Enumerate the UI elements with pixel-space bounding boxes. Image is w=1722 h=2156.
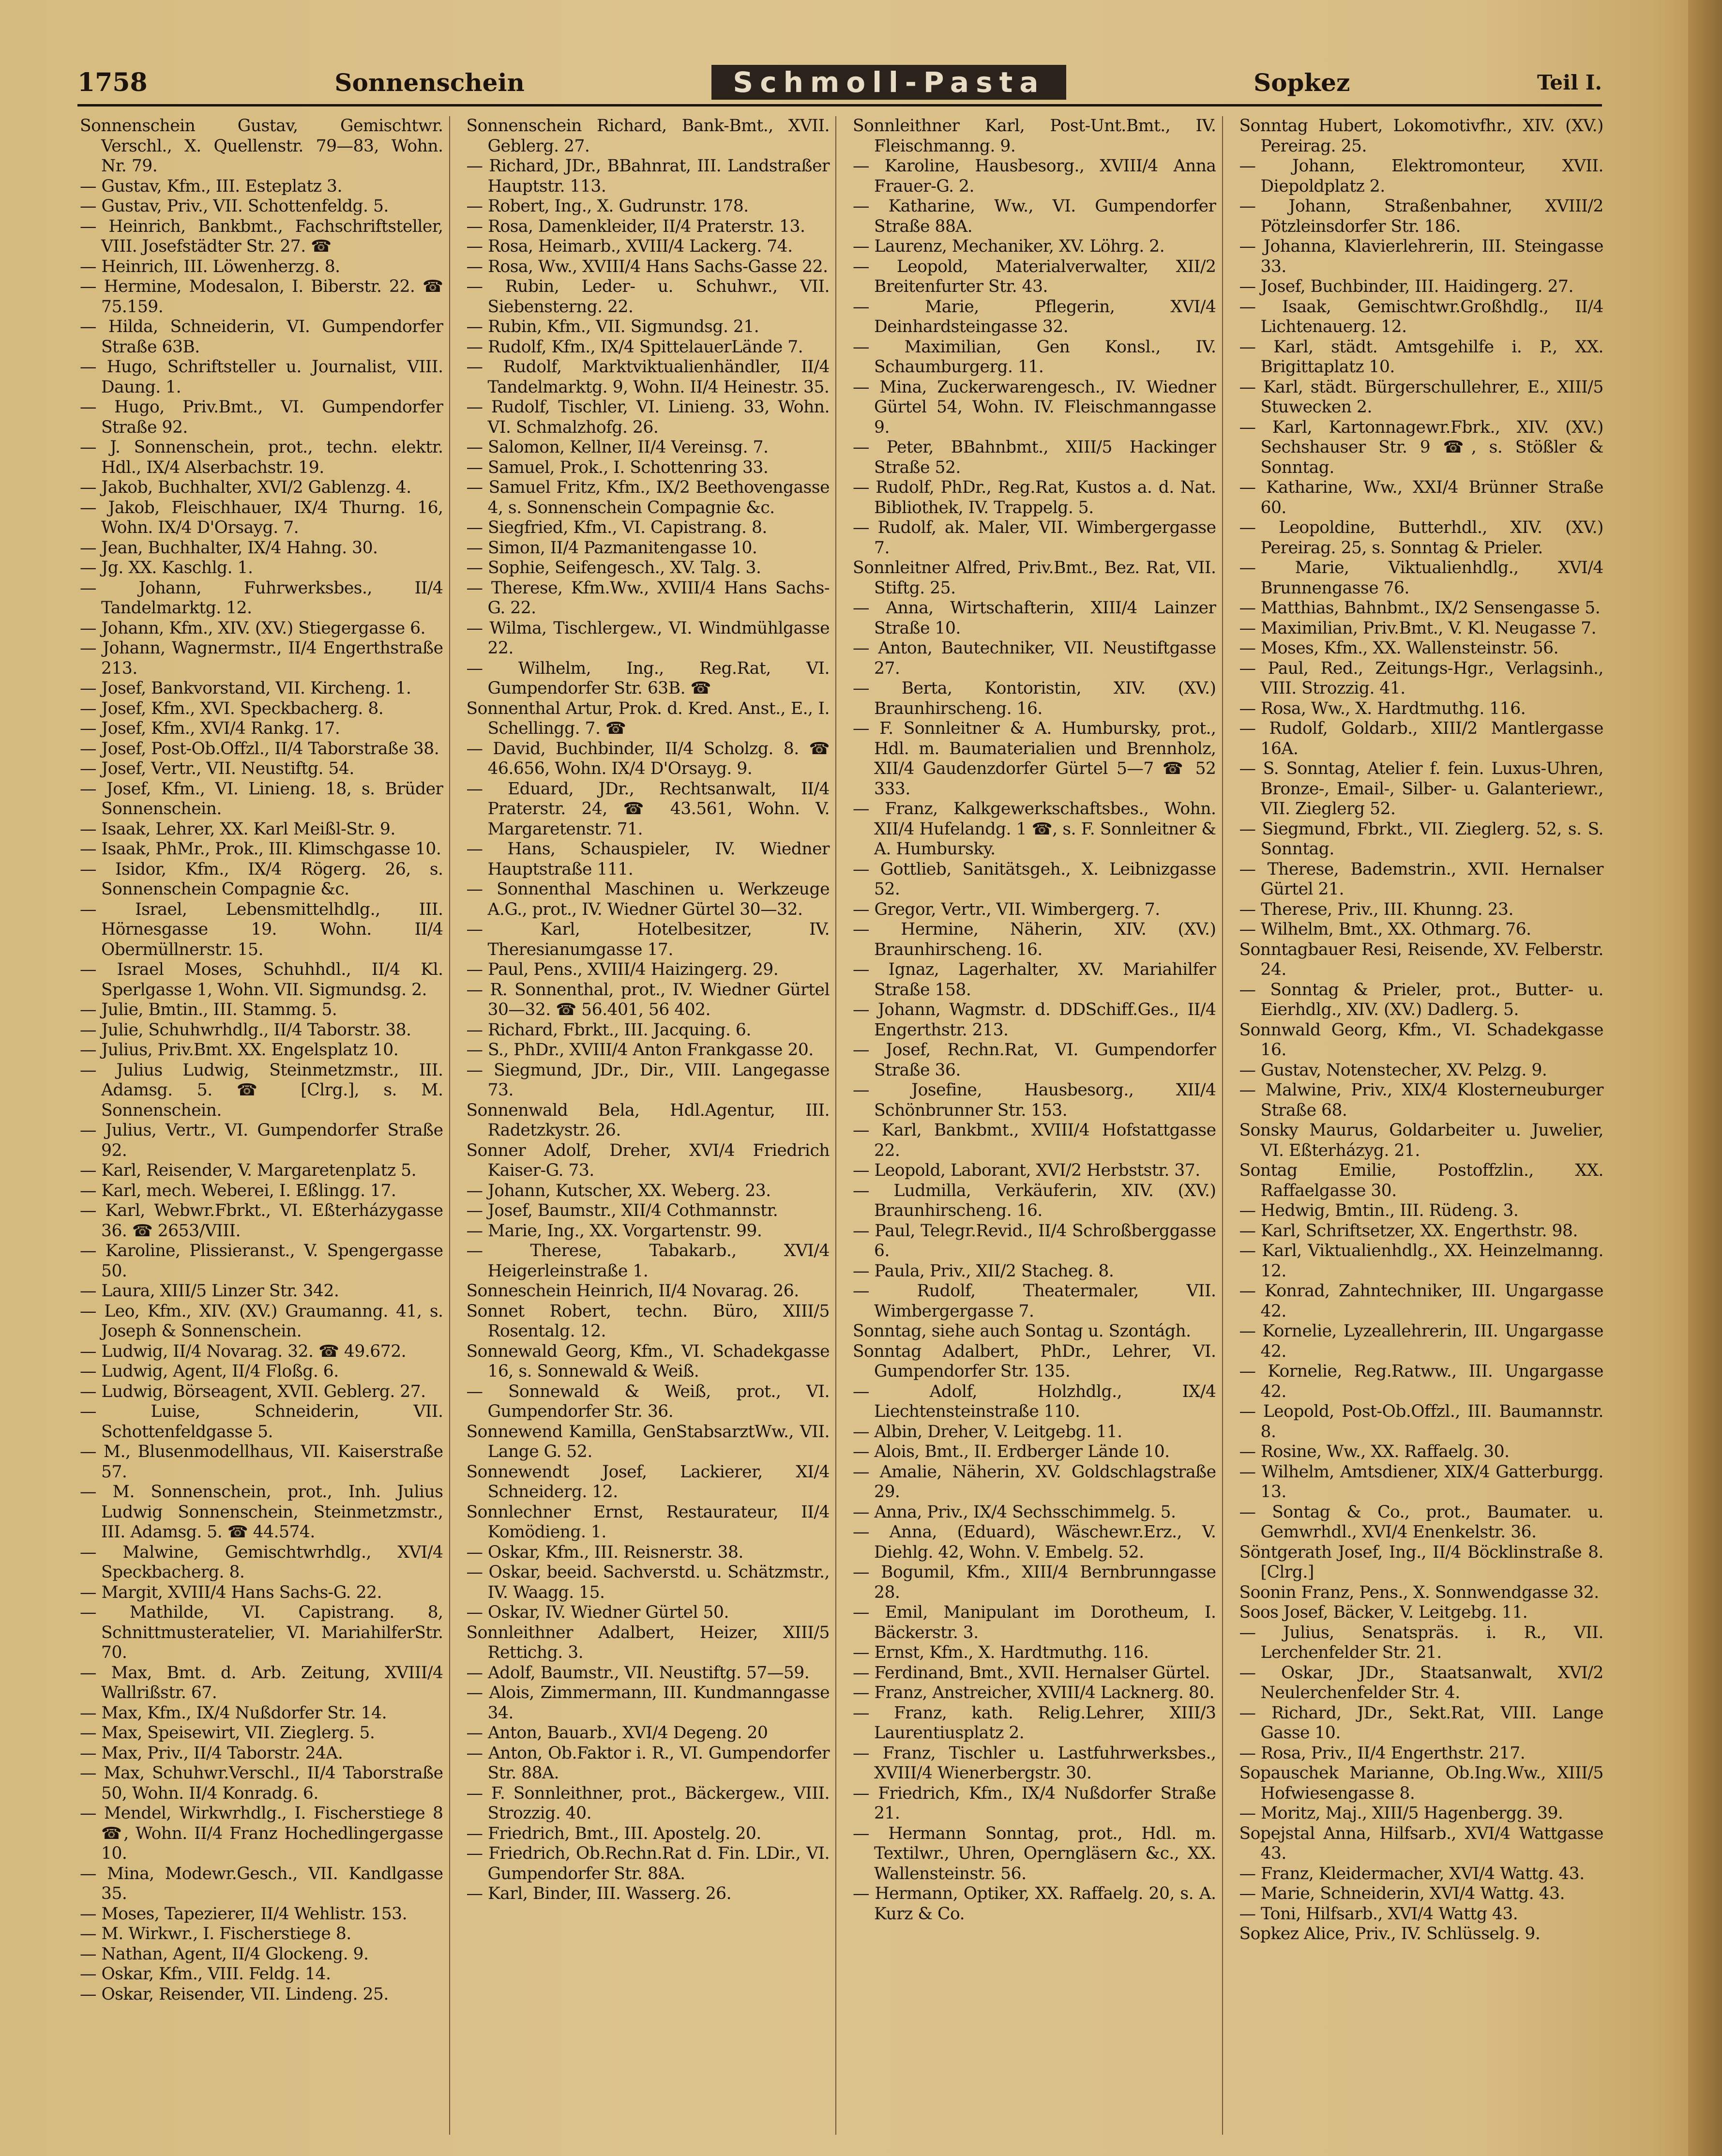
- directory-entry: — S. Sonntag, Atelier f. fein. Luxus-Uhren, Bronze-, Email-, Silber- u. Galanteriewr., VII. Zieglerg 52.: [1239, 759, 1603, 819]
- directory-entry: — Mathilde, VI. Capistrang. 8, Schnittmusteratelier, VI. MariahilferStr. 70.: [80, 1603, 443, 1662]
- directory-entry: — Richard, JDr., Sekt.Rat, VIII. Lange Gasse 10.: [1239, 1703, 1603, 1743]
- directory-entry: — Karl, städt. Bürgerschullehrer, E., XIII/5 Stuwecken 2.: [1239, 377, 1603, 417]
- directory-entry: — Josef, Bankvorstand, VII. Kircheng. 1.: [80, 679, 411, 698]
- directory-entry: — Josef, Post-Ob.Offzl., II/4 Taborstraße 38.: [80, 739, 439, 759]
- directory-entry: — Josefine, Hausbesorg., XII/4 Schönbrunner Str. 153.: [853, 1080, 1216, 1120]
- directory-entry: — Johann, Kutscher, XX. Weberg. 23.: [466, 1181, 771, 1200]
- directory-entry: — Karl, Hotelbesitzer, IV. Theresianumgasse 17.: [466, 920, 830, 959]
- advertisement-banner: Schmoll-Pasta: [711, 65, 1066, 100]
- directory-entry: — Johann, Wagnermstr., II/4 Engerthstraße 213.: [80, 638, 443, 678]
- directory-entry: — Wilma, Tischlergew., VI. Windmühlgasse 22.: [466, 618, 830, 658]
- directory-entry: — Richard, JDr., BBahnrat, III. Landstraßer Hauptstr. 113.: [466, 156, 830, 196]
- directory-entry: — Salomon, Kellner, II/4 Vereinsg. 7.: [466, 438, 769, 457]
- directory-entry: — Amalie, Näherin, XV. Goldschlagstraße 29.: [853, 1462, 1216, 1502]
- directory-entry: — Sonnenthal Maschinen u. Werkzeuge A.G., prot., IV. Wiedner Gürtel 30—32.: [466, 880, 830, 919]
- directory-entry: — Richard, Fbrkt., III. Jacquing. 6.: [466, 1020, 751, 1040]
- directory-entry: — Karl, Viktualienhdlg., XX. Heinzelmanng. 12.: [1239, 1241, 1603, 1281]
- directory-entry: Sopkez Alice, Priv., IV. Schlüsselg. 9.: [1239, 1924, 1541, 1943]
- directory-entry: — Israel Moses, Schuhhdl., II/4 Kl. Sperlgasse 1, Wohn. VII. Sigmundsg. 2.: [80, 960, 443, 1000]
- directory-entry: — David, Buchbinder, II/4 Scholzg. 8. ☎ 46.656, Wohn. IX/4 D'Orsayg. 9.: [466, 739, 830, 778]
- directory-entry: — Franz, Kleidermacher, XVI/4 Wattg. 43.: [1239, 1864, 1585, 1883]
- directory-entry: Sonsky Maurus, Goldarbeiter u. Juwelier, VI. Eßterházyg. 21.: [1239, 1121, 1603, 1160]
- directory-entry: Sonnet Robert, techn. Büro, XIII/5 Rosentalg. 12.: [466, 1301, 830, 1341]
- directory-entry: Soonin Franz, Pens., X. Sonnwendgasse 32.: [1239, 1582, 1599, 1602]
- directory-entry: — Siegfried, Kfm., VI. Capistrang. 8.: [466, 518, 767, 537]
- directory-entry: — Julius, Priv.Bmt. XX. Engelsplatz 10.: [80, 1040, 399, 1060]
- directory-entry: Sonntagbauer Resi, Reisende, XV. Felberstr. 24.: [1239, 940, 1603, 979]
- directory-entry: — Rudolf, Marktviktualienhändler, II/4 Tandelmarktg. 9, Wohn. II/4 Heinestr. 35.: [466, 357, 830, 397]
- directory-entry: Sonnwald Georg, Kfm., VI. Schadekgasse 16.: [1239, 1020, 1603, 1060]
- directory-entry: — Julie, Schuhwrhdlg., II/4 Taborstr. 38.: [80, 1020, 411, 1040]
- directory-entry: — Karl, Schriftsetzer, XX. Engerthstr. 98.: [1239, 1221, 1578, 1241]
- directory-entry: — Rudolf, ak. Maler, VII. Wimbergergasse 7.: [853, 518, 1216, 558]
- directory-entry: — Rosa, Damenkleider, II/4 Praterstr. 13.: [466, 216, 805, 236]
- directory-entry: Sonnenthal Artur, Prok. d. Kred. Anst., E., I. Schellingg. 7. ☎: [466, 698, 830, 738]
- directory-entry: Sonnewendt Josef, Lackierer, XI/4 Schneiderg. 12.: [466, 1462, 830, 1502]
- directory-entry: — Anna, (Eduard), Wäschewr.Erz., V. Diehlg. 42, Wohn. V. Embelg. 52.: [853, 1522, 1216, 1562]
- directory-entry: — Leopold, Materialverwalter, XII/2 Breitenfurter Str. 43.: [853, 257, 1216, 296]
- directory-entry: — Max, Speisewirt, VII. Zieglerg. 5.: [80, 1723, 375, 1743]
- directory-entry: — Toni, Hilfsarb., XVI/4 Wattg 43.: [1239, 1904, 1518, 1924]
- directory-entry: — Ignaz, Lagerhalter, XV. Mariahilfer Straße 158.: [853, 960, 1216, 1000]
- directory-entry: Söntgerath Josef, Ing., II/4 Böcklinstraße 8. [Clrg.]: [1239, 1542, 1603, 1582]
- directory-entry: — Ernst, Kfm., X. Hardtmuthg. 116.: [853, 1643, 1149, 1662]
- directory-entry: — Hugo, Priv.Bmt., VI. Gumpendorfer Straße 92.: [80, 397, 443, 437]
- directory-entry: — Hermann, Optiker, XX. Raffaelg. 20, s. A. Kurz & Co.: [853, 1884, 1216, 1924]
- left-keyword: Sonnenschein: [334, 68, 525, 97]
- directory-entry: — Katharine, Ww., XXI/4 Brünner Straße 60.: [1239, 478, 1603, 517]
- directory-entry: — Hedwig, Bmtin., III. Rüdeng. 3.: [1239, 1201, 1519, 1220]
- directory-entry: — Julius, Senatspräs. i. R., VII. Lerchenfelder Str. 21.: [1239, 1623, 1603, 1662]
- directory-entry: — Oskar, Kfm., III. Reisnerstr. 38.: [466, 1542, 743, 1562]
- directory-entry: — Jakob, Fleischhauer, IX/4 Thurng. 16, Wohn. IX/4 D'Orsayg. 7.: [80, 498, 443, 537]
- directory-entry: — Katharine, Ww., VI. Gumpendorfer Straße 88A.: [853, 197, 1216, 236]
- directory-entry: — Karl, mech. Weberei, I. Eßlingg. 17.: [80, 1181, 396, 1200]
- directory-entry: — Therese, Priv., III. Khunng. 23.: [1239, 899, 1513, 919]
- directory-entry: — Max, Schuhwr.Verschl., II/4 Taborstraße 50, Wohn. II/4 Konradg. 6.: [80, 1763, 443, 1803]
- directory-entry: — Julius Ludwig, Steinmetzmstr., III. Adamsg. 5. ☎ [Clrg.], s. M. Sonnenschein.: [80, 1060, 443, 1120]
- directory-entry: — R. Sonnenthal, prot., IV. Wiedner Gürtel 30—32. ☎ 56.401, 56 402.: [466, 980, 830, 1019]
- directory-entry: — Malwine, Gemischtwrhdlg., XVI/4 Speckbacherg. 8.: [80, 1542, 443, 1582]
- directory-entry: — Ludmilla, Verkäuferin, XIV. (XV.) Braunhirscheng. 16.: [853, 1181, 1216, 1220]
- directory-entry: — Anna, Priv., IX/4 Sechsschimmelg. 5.: [853, 1502, 1176, 1522]
- directory-entry: — Franz, Kalkgewerkschaftsbes., Wohn. XII/4 Hufelandg. 1 ☎, s. F. Sonnleitner & A. Humbursky.: [853, 799, 1216, 859]
- directory-entry: Soos Josef, Bäcker, V. Leitgebg. 11.: [1239, 1603, 1528, 1622]
- directory-entry: — Israel, Lebensmittelhdlg., III. Hörnesgasse 19. Wohn. II/4 Obermüllnerstr. 15.: [80, 899, 443, 959]
- directory-entry: — Anton, Ob.Faktor i. R., VI. Gumpendorfer Str. 88A.: [466, 1743, 830, 1783]
- column-3: [853, 116, 1223, 2135]
- directory-entry: — Rosa, Ww., X. Hardtmuthg. 116.: [1239, 698, 1526, 718]
- directory-entry: — F. Sonnleithner, prot., Bäckergew., VIII. Strozzig. 40.: [466, 1783, 830, 1823]
- directory-entry: — Paul, Telegr.Revid., II/4 Schroßberggasse 6.: [853, 1221, 1216, 1260]
- directory-entry: — Ludwig, II/4 Novarag. 32. ☎ 49.672.: [80, 1341, 407, 1361]
- directory-entry: — Karl, Reisender, V. Margaretenplatz 5.: [80, 1161, 417, 1180]
- directory-entry: Sontag Emilie, Postoffzlin., XX. Raffaelgasse 30.: [1239, 1161, 1603, 1200]
- directory-entry: — Jean, Buchhalter, IX/4 Hahng. 30.: [80, 538, 378, 558]
- section-label: Teil I.: [1537, 70, 1602, 94]
- directory-entry: — Sonnewald & Weiß, prot., VI. Gumpendorfer Str. 36.: [466, 1382, 830, 1421]
- column-1: [80, 116, 450, 2135]
- directory-entry: — Josef, Buchbinder, III. Haidingerg. 27.: [1239, 277, 1573, 296]
- directory-entry: — Isaak, PhMr., Prok., III. Klimschgasse 10.: [80, 839, 441, 859]
- directory-entry: — Ludwig, Agent, II/4 Floßg. 6.: [80, 1362, 339, 1381]
- directory-entry: — Jg. XX. Kaschlg. 1.: [80, 558, 253, 577]
- directory-entry: Sonneschein Heinrich, II/4 Novarag. 26.: [466, 1281, 799, 1301]
- directory-entry: — Sophie, Seifengesch., XV. Talg. 3.: [466, 558, 761, 577]
- right-keyword: Sopkez: [1254, 68, 1350, 97]
- directory-entry: — Kornelie, Lyzeallehrerin, III. Ungargasse 42.: [1239, 1321, 1603, 1361]
- directory-entry: — Hermann Sonntag, prot., Hdl. m. Textilwr., Uhren, Operngläsern &c., XX. Wallensteinstr. 56.: [853, 1823, 1216, 1883]
- directory-entry: — Friedrich, Bmt., III. Apostelg. 20.: [466, 1823, 761, 1843]
- directory-entry: — Franz, Tischler u. Lastfuhrwerksbes., XVIII/4 Wienerbergstr. 30.: [853, 1743, 1216, 1783]
- directory-entry: Sonner Adolf, Dreher, XVI/4 Friedrich Kaiser-G. 73.: [466, 1140, 830, 1180]
- directory-entry: — M., Blusenmodellhaus, VII. Kaiserstraße 57.: [80, 1442, 443, 1482]
- directory-entry: — Hermine, Modesalon, I. Biberstr. 22. ☎ 75.159.: [80, 277, 443, 317]
- directory-entry: Sonnenwald Bela, Hdl.Agentur, III. Radetzkystr. 26.: [466, 1100, 830, 1140]
- directory-entry: — Heinrich, Bankbmt., Fachschriftsteller, VIII. Josefstädter Str. 27. ☎: [80, 216, 443, 256]
- directory-entry: — Oskar, Kfm., VIII. Feldg. 14.: [80, 1964, 331, 1984]
- directory-entry: — Marie, Schneiderin, XVI/4 Wattg. 43.: [1239, 1884, 1565, 1903]
- column-2: [467, 116, 837, 2135]
- directory-entry: Sopauschek Marianne, Ob.Ing.Ww., XIII/5 Hofwiesengasse 8.: [1239, 1763, 1603, 1803]
- directory-entry: — Marie, Pflegerin, XVI/4 Deinhardsteingasse 32.: [853, 297, 1216, 336]
- directory-entry: Sonntag, siehe auch Sontag u. Szontágh.: [853, 1321, 1191, 1341]
- directory-entry: — Karl, städt. Amtsgehilfe i. P., XX. Brigittaplatz 10.: [1239, 337, 1603, 377]
- directory-entry: — Mina, Modewr.Gesch., VII. Kandlgasse 35.: [80, 1864, 443, 1903]
- directory-entry: — Matthias, Bahnbmt., IX/2 Sensengasse 5.: [1239, 598, 1601, 618]
- directory-entry: — Josef, Vertr., VII. Neustiftg. 54.: [80, 759, 354, 778]
- directory-entry: — Johann, Elektromonteur, XVII. Diepoldplatz 2.: [1239, 156, 1603, 196]
- directory-entry: — Wilhelm, Bmt., XX. Othmarg. 76.: [1239, 920, 1531, 939]
- directory-entry: — Anna, Wirtschafterin, XIII/4 Lainzer Straße 10.: [853, 598, 1216, 638]
- directory-entry: Sonnenschein Gustav, Gemischtwr. Verschl., X. Quellenstr. 79—83, Wohn. Nr. 79.: [80, 116, 443, 176]
- directory-entry: — Julie, Bmtin., III. Stammg. 5.: [80, 1000, 337, 1019]
- directory-entry: — Therese, Bademstrin., XVII. Hernalser Gürtel 21.: [1239, 859, 1603, 899]
- directory-entry: — Rosa, Priv., II/4 Engerthstr. 217.: [1239, 1743, 1526, 1763]
- page-edge: [1688, 0, 1722, 2156]
- directory-entry: — Gottlieb, Sanitätsgeh., X. Leibnizgasse 52.: [853, 859, 1216, 899]
- directory-entry: — Leo, Kfm., XIV. (XV.) Graumanng. 41, s. Joseph & Sonnenschein.: [80, 1301, 443, 1341]
- directory-entry: — Moses, Kfm., XX. Wallensteinstr. 56.: [1239, 638, 1559, 658]
- directory-columns: [80, 116, 1609, 2135]
- directory-entry: — Emil, Manipulant im Dorotheum, I. Bäckerstr. 3.: [853, 1603, 1216, 1642]
- directory-entry: — Hans, Schauspieler, IV. Wiedner Hauptstraße 111.: [466, 839, 830, 879]
- directory-entry: — Gustav, Notenstecher, XV. Pelzg. 9.: [1239, 1060, 1547, 1080]
- directory-entry: — Paula, Priv., XII/2 Stacheg. 8.: [853, 1261, 1114, 1281]
- directory-entry: — Berta, Kontoristin, XIV. (XV.) Braunhirscheng. 16.: [853, 679, 1216, 718]
- directory-entry: — Mina, Zuckerwarengesch., IV. Wiedner Gürtel 54, Wohn. IV. Fleischmanngasse 9.: [853, 377, 1216, 437]
- directory-entry: — Isaak, Lehrer, XX. Karl Meißl-Str. 9.: [80, 819, 395, 839]
- directory-entry: — Anton, Bauarb., XVI/4 Degeng. 20: [466, 1723, 768, 1743]
- directory-entry: — Rosine, Ww., XX. Raffaelg. 30.: [1239, 1442, 1510, 1461]
- directory-entry: Sonntag Hubert, Lokomotivfhr., XIV. (XV.) Pereirag. 25.: [1239, 116, 1603, 156]
- directory-entry: — Marie, Ing., XX. Vorgartenstr. 99.: [466, 1221, 762, 1241]
- directory-entry: — Karoline, Plissieranst., V. Spengergasse 50.: [80, 1241, 443, 1281]
- directory-entry: — Wilhelm, Amtsdiener, XIX/4 Gatterburgg. 13.: [1239, 1462, 1603, 1502]
- directory-entry: — Karl, Binder, III. Wasserg. 26.: [466, 1884, 732, 1903]
- directory-entry: — Karl, Kartonnagewr.Fbrk., XIV. (XV.) Sechshauser Str. 9 ☎, s. Stößler & Sonntag.: [1239, 417, 1603, 477]
- directory-entry: — Paul, Red., Zeitungs-Hgr., Verlagsinh., VIII. Strozzig. 41.: [1239, 658, 1603, 698]
- directory-entry: — Rubin, Kfm., VII. Sigmundsg. 21.: [466, 317, 759, 336]
- directory-entry: — Laura, XIII/5 Linzer Str. 342.: [80, 1281, 339, 1301]
- directory-entry: — Alois, Zimmermann, III. Kundmanngasse 34.: [466, 1683, 830, 1723]
- directory-entry: — Mendel, Wirkwrhdlg., I. Fischerstiege 8 ☎, Wohn. II/4 Franz Hochedlingergasse 10.: [80, 1804, 443, 1863]
- directory-entry: — Max, Kfm., IX/4 Nußdorfer Str. 14.: [80, 1703, 387, 1723]
- directory-entry: — J. Sonnenschein, prot., techn. elektr. Hdl., IX/4 Alserbachstr. 19.: [80, 438, 443, 477]
- directory-entry: — Peter, BBahnbmt., XIII/5 Hackinger Straße 52.: [853, 438, 1216, 477]
- directory-entry: — Josef, Rechn.Rat, VI. Gumpendorfer Straße 36.: [853, 1040, 1216, 1080]
- directory-entry: — Isaak, Gemischtwr.Großhdlg., II/4 Lichtenauerg. 12.: [1239, 297, 1603, 336]
- directory-entry: — Friedrich, Kfm., IX/4 Nußdorfer Straße 21.: [853, 1783, 1216, 1823]
- directory-entry: — Rubin, Leder- u. Schuhwr., VII. Siebensterng. 22.: [466, 277, 830, 317]
- directory-entry: — F. Sonnleitner & A. Humbursky, prot., Hdl. m. Baumaterialien und Brennholz, XII/4 Gaudenzdorfer Gürtel 5—7 ☎ 52 333.: [853, 719, 1216, 799]
- directory-entry: Sonnleithner Karl, Post-Unt.Bmt., IV. Fleischmanng. 9.: [853, 116, 1216, 156]
- directory-entry: — Bogumil, Kfm., XIII/4 Bernbrunngasse 28.: [853, 1563, 1216, 1602]
- directory-entry: — Friedrich, Ob.Rechn.Rat d. Fin. LDir., VI. Gumpendorfer Str. 88A.: [466, 1844, 830, 1883]
- directory-entry: — Robert, Ing., X. Gudrunstr. 178.: [466, 197, 749, 216]
- directory-entry: — Laurenz, Mechaniker, XV. Löhrg. 2.: [853, 237, 1165, 256]
- directory-entry: Sonnenschein Richard, Bank-Bmt., XVII. Geblerg. 27.: [466, 116, 830, 156]
- directory-entry: — M. Sonnenschein, prot., Inh. Julius Ludwig Sonnenschein, Steinmetzmstr., III. Adamsg. 5. ☎ 44.574.: [80, 1482, 443, 1542]
- page-number: 1758: [77, 67, 148, 97]
- directory-entry: — Eduard, JDr., Rechtsanwalt, II/4 Praterstr. 24, ☎ 43.561, Wohn. V. Margaretenstr. 71.: [466, 779, 830, 839]
- directory-entry: — Rudolf, Tischler, VI. Linieng. 33, Wohn. VI. Schmalzhofg. 26.: [466, 397, 830, 437]
- directory-entry: — S., PhDr., XVIII/4 Anton Frankgasse 20.: [466, 1040, 814, 1060]
- directory-entry: — Gustav, Priv., VII. Schottenfeldg. 5.: [80, 197, 389, 216]
- directory-entry: — Ferdinand, Bmt., XVII. Hernalser Gürtel.: [853, 1663, 1210, 1683]
- column-4: [1239, 116, 1610, 2135]
- directory-entry: — Heinrich, III. Löwenherzg. 8.: [80, 257, 340, 276]
- directory-entry: — Julius, Vertr., VI. Gumpendorfer Straße 92.: [80, 1121, 443, 1160]
- directory-entry: — Kornelie, Reg.Ratww., III. Ungargasse 42.: [1239, 1362, 1603, 1401]
- directory-entry: — Wilhelm, Ing., Reg.Rat, VI. Gumpendorfer Str. 63B. ☎: [466, 658, 830, 698]
- directory-entry: — Malwine, Priv., XIX/4 Klosterneuburger Straße 68.: [1239, 1080, 1603, 1120]
- directory-entry: — Max, Bmt. d. Arb. Zeitung, XVIII/4 Wallrißstr. 67.: [80, 1663, 443, 1702]
- directory-entry: — Karl, Webwr.Fbrkt., VI. Eßterházygasse 36. ☎ 2653/VIII.: [80, 1201, 443, 1241]
- directory-entry: — Max, Priv., II/4 Taborstr. 24A.: [80, 1743, 343, 1763]
- directory-entry: — Franz, Anstreicher, XVIII/4 Lacknerg. 80.: [853, 1683, 1215, 1702]
- directory-entry: — Hilda, Schneiderin, VI. Gumpendorfer Straße 63B.: [80, 317, 443, 357]
- directory-entry: — Isidor, Kfm., IX/4 Rögerg. 26, s. Sonnenschein Compagnie &c.: [80, 859, 443, 899]
- directory-entry: — Anton, Bautechniker, VII. Neustiftgasse 27.: [853, 638, 1216, 678]
- directory-entry: — Samuel Fritz, Kfm., IX/2 Beethovengasse 4, s. Sonnenschein Compagnie &c.: [466, 478, 830, 517]
- directory-entry: — M. Wirkwr., I. Fischerstiege 8.: [80, 1924, 351, 1943]
- directory-entry: — Moritz, Maj., XIII/5 Hagenbergg. 39.: [1239, 1804, 1563, 1823]
- directory-entry: — Maximilian, Priv.Bmt., V. Kl. Neugasse 7.: [1239, 618, 1597, 638]
- directory-entry: — Rudolf, Theatermaler, VII. Wimbergergasse 7.: [853, 1281, 1216, 1321]
- directory-entry: Sonnlechner Ernst, Restaurateur, II/4 Komödieng. 1.: [466, 1502, 830, 1542]
- directory-entry: Sopejstal Anna, Hilfsarb., XVI/4 Wattgasse 43.: [1239, 1823, 1603, 1863]
- directory-entry: — Josef, Kfm., XVI. Speckbacherg. 8.: [80, 698, 384, 718]
- directory-entry: — Siegmund, Fbrkt., VII. Zieglerg. 52, s. S. Sonntag.: [1239, 819, 1603, 859]
- directory-entry: — Simon, II/4 Pazmanitengasse 10.: [466, 538, 757, 558]
- directory-entry: — Therese, Tabakarb., XVI/4 Heigerleinstraße 1.: [466, 1241, 830, 1281]
- directory-entry: — Oskar, JDr., Staatsanwalt, XVI/2 Neulerchenfelder Str. 4.: [1239, 1663, 1603, 1702]
- directory-entry: — Johann, Wagmstr. d. DDSchiff.Ges., II/4 Engerthstr. 213.: [853, 1000, 1216, 1040]
- directory-entry: — Samuel, Prok., I. Schottenring 33.: [466, 457, 769, 477]
- directory-entry: — Nathan, Agent, II/4 Glockeng. 9.: [80, 1944, 369, 1964]
- directory-entry: — Josef, Kfm., VI. Linieng. 18, s. Brüder Sonnenschein.: [80, 779, 443, 819]
- directory-entry: — Franz, kath. Relig.Lehrer, XIII/3 Laurentiusplatz 2.: [853, 1703, 1216, 1743]
- directory-entry: — Gregor, Vertr., VII. Wimbergerg. 7.: [853, 899, 1160, 919]
- directory-entry: — Rudolf, Kfm., IX/4 SpittelauerLände 7.: [466, 337, 803, 357]
- directory-entry: Sonnleithner Adalbert, Heizer, XIII/5 Rettichg. 3.: [466, 1623, 830, 1662]
- directory-entry: — Maximilian, Gen Konsl., IV. Schaumburgerg. 11.: [853, 337, 1216, 377]
- directory-entry: Sonnewald Georg, Kfm., VI. Schadekgasse 16, s. Sonnewald & Weiß.: [466, 1341, 830, 1381]
- page-header: [77, 61, 1602, 106]
- directory-entry: — Moses, Tapezierer, II/4 Wehlistr. 153.: [80, 1904, 408, 1924]
- directory-entry: — Josef, Baumstr., XII/4 Cothmannstr.: [466, 1201, 778, 1220]
- directory-entry: — Oskar, Reisender, VII. Lindeng. 25.: [80, 1984, 389, 2004]
- directory-entry: — Leopold, Laborant, XVI/2 Herbststr. 37.: [853, 1161, 1200, 1180]
- directory-entry: — Rosa, Ww., XVIII/4 Hans Sachs-Gasse 22.: [466, 257, 828, 276]
- directory-entry: — Sontag & Co., prot., Baumater. u. Gemwrhdl., XVI/4 Enenkelstr. 36.: [1239, 1502, 1603, 1542]
- directory-entry: — Rudolf, Goldarb., XIII/2 Mantlergasse 16A.: [1239, 719, 1603, 759]
- directory-entry: Sonnleitner Alfred, Priv.Bmt., Bez. Rat, VII. Stiftg. 25.: [853, 558, 1216, 598]
- directory-entry: — Karoline, Hausbesorg., XVIII/4 Anna Frauer-G. 2.: [853, 156, 1216, 196]
- directory-entry: Sonnewend Kamilla, GenStabsarztWw., VII. Lange G. 52.: [466, 1422, 830, 1461]
- directory-entry: — Ludwig, Börseagent, XVII. Geblerg. 27.: [80, 1382, 426, 1401]
- directory-entry: — Jakob, Buchhalter, XVI/2 Gablenzg. 4.: [80, 478, 411, 497]
- directory-entry: — Johann, Kfm., XIV. (XV.) Stiegergasse 6.: [80, 618, 425, 638]
- directory-entry: — Albin, Dreher, V. Leitgebg. 11.: [853, 1422, 1122, 1442]
- directory-entry: — Oskar, beeid. Sachverstd. u. Schätzmstr., IV. Waagg. 15.: [466, 1563, 830, 1602]
- directory-entry: — Rosa, Heimarb., XVIII/4 Lackerg. 74.: [466, 237, 793, 256]
- directory-entry: — Johanna, Klavierlehrerin, III. Steingasse 33.: [1239, 237, 1603, 276]
- directory-entry: — Sonntag & Prieler, prot., Butter- u. Eierhdlg., XIV. (XV.) Dadlerg. 5.: [1239, 980, 1603, 1019]
- directory-entry: — Karl, Bankbmt., XVIII/4 Hofstattgasse 22.: [853, 1121, 1216, 1160]
- directory-entry: — Hugo, Schriftsteller u. Journalist, VIII. Daung. 1.: [80, 357, 443, 397]
- directory-entry: — Josef, Kfm., XVI/4 Rankg. 17.: [80, 719, 340, 738]
- directory-entry: — Rudolf, PhDr., Reg.Rat, Kustos a. d. Nat. Bibliothek, IV. Trappelg. 5.: [853, 478, 1216, 517]
- directory-entry: — Paul, Pens., XVIII/4 Haizingerg. 29.: [466, 960, 779, 979]
- directory-entry: — Siegmund, JDr., Dir., VIII. Langegasse 73.: [466, 1060, 830, 1100]
- directory-entry: — Gustav, Kfm., III. Esteplatz 3.: [80, 176, 342, 196]
- directory-entry: — Adolf, Holzhdlg., IX/4 Liechtensteinstraße 110.: [853, 1382, 1216, 1421]
- directory-entry: — Johann, Straßenbahner, XVIII/2 Pötzleinsdorfer Str. 186.: [1239, 197, 1603, 236]
- directory-entry: — Oskar, IV. Wiedner Gürtel 50.: [466, 1603, 729, 1622]
- directory-entry: — Leopold, Post-Ob.Offzl., III. Baumannstr. 8.: [1239, 1402, 1603, 1442]
- directory-entry: — Therese, Kfm.Ww., XVIII/4 Hans Sachs-G. 22.: [466, 578, 830, 618]
- directory-entry: — Johann, Fuhrwerksbes., II/4 Tandelmarktg. 12.: [80, 578, 443, 618]
- directory-entry: — Alois, Bmt., II. Erdberger Lände 10.: [853, 1442, 1170, 1461]
- directory-entry: — Luise, Schneiderin, VII. Schottenfeldgasse 5.: [80, 1402, 443, 1442]
- directory-entry: — Hermine, Näherin, XIV. (XV.) Braunhirscheng. 16.: [853, 920, 1216, 959]
- directory-entry: Sonntag Adalbert, PhDr., Lehrer, VI. Gumpendorfer Str. 135.: [853, 1341, 1216, 1381]
- directory-entry: — Leopoldine, Butterhdl., XIV. (XV.) Pereirag. 25, s. Sonntag & Prieler.: [1239, 518, 1603, 558]
- directory-entry: — Marie, Viktualienhdlg., XVI/4 Brunnengasse 76.: [1239, 558, 1603, 598]
- directory-entry: — Adolf, Baumstr., VII. Neustiftg. 57—59.: [466, 1663, 810, 1683]
- directory-entry: — Margit, XVIII/4 Hans Sachs-G. 22.: [80, 1582, 382, 1602]
- directory-entry: — Konrad, Zahntechniker, III. Ungargasse 42.: [1239, 1281, 1603, 1321]
